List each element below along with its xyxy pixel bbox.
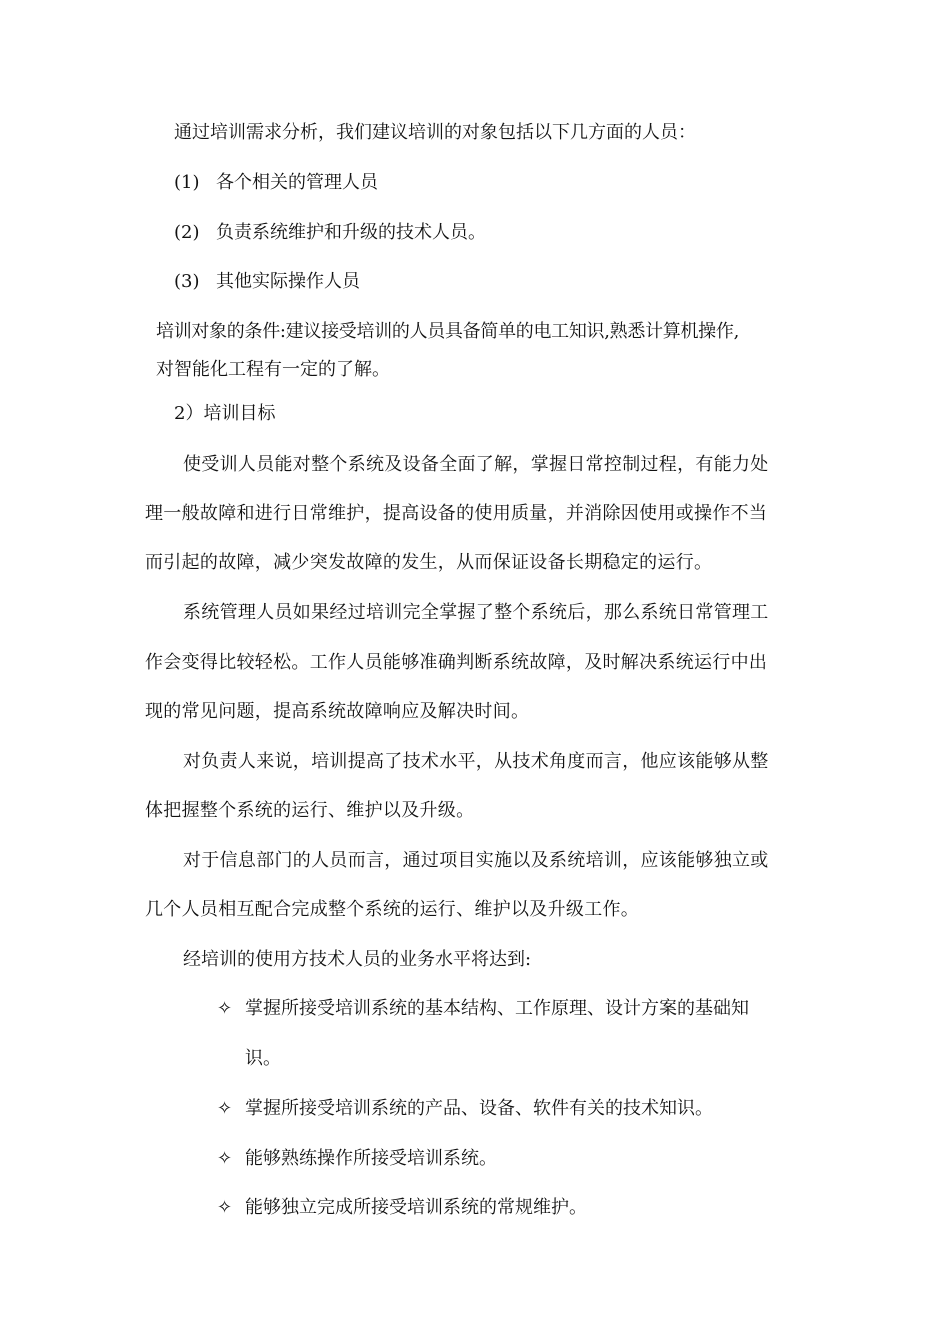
paragraph-1-line-2: 理一般故障和进行日常维护，提高设备的使用质量，并消除因使用或操作不当 [145,503,768,524]
intro-paragraph: 通过培训需求分析，我们建议培训的对象包括以下几方面的人员： [174,122,696,143]
bullet-2-line-1: 掌握所接受培训系统的产品、设备、软件有关的技术知识。 [245,1098,713,1119]
paragraph-3-line-2: 体把握整个系统的运行、维护以及升级。 [145,800,475,821]
target-text: 其他实际操作人员 [216,271,360,292]
paragraph-2-line-3: 现的常见问题，提高系统故障响应及解决时间。 [145,701,530,722]
paragraph-2-line-1: 系统管理人员如果经过培训完全掌握了整个系统后，那么系统日常管理工 [183,602,769,623]
paragraph-2-line-2: 作会变得比较轻松。工作人员能够准确判断系统故障，及时解决系统运行中出 [145,652,768,673]
target-item-1 [174,172,378,194]
star-bullet-icon: ✧ [217,1148,233,1169]
conditions-line-2: 对智能化工程有一定的了解。 [156,359,390,380]
target-item-2 [174,222,486,244]
section-title: 2）培训目标 [174,403,276,424]
target-number: (2) [174,222,200,243]
paragraph-1-line-3: 而引起的故障，减少突发故障的发生，从而保证设备长期稳定的运行。 [145,552,713,573]
target-item-3 [174,271,360,293]
bullet-3-line-1: 能够熟练操作所接受培训系统。 [245,1148,497,1169]
star-bullet-icon: ✧ [217,1098,233,1119]
paragraph-4-line-1: 对于信息部门的人员而言，通过项目实施以及系统培训，应该能够独立或 [183,850,769,871]
paragraph-4-line-2: 几个人员相互配合完成整个系统的运行、维护以及升级工作。 [145,899,640,920]
target-text: 各个相关的管理人员 [216,172,378,193]
level-intro: 经培训的使用方技术人员的业务水平将达到: [183,949,532,970]
star-bullet-icon: ✧ [217,1197,233,1218]
bullet-1-line-1: 掌握所接受培训系统的基本结构、工作原理、设计方案的基础知 [245,998,749,1019]
bullet-1-line-2: 识。 [245,1048,281,1069]
target-number: (1) [174,172,200,193]
bullet-4-line-1: 能够独立完成所接受培训系统的常规维护。 [245,1197,587,1218]
star-bullet-icon: ✧ [217,998,233,1019]
target-text: 负责系统维护和升级的技术人员。 [216,222,486,243]
paragraph-1-line-1: 使受训人员能对整个系统及设备全面了解，掌握日常控制过程，有能力处 [183,454,769,475]
target-number: (3) [174,271,200,292]
conditions-line-1: 培训对象的条件:建议接受培训的人员具备简单的电工知识,熟悉计算机操作, [156,321,740,342]
paragraph-3-line-1: 对负责人来说，培训提高了技术水平，从技术角度而言，他应该能够从整 [183,751,769,772]
